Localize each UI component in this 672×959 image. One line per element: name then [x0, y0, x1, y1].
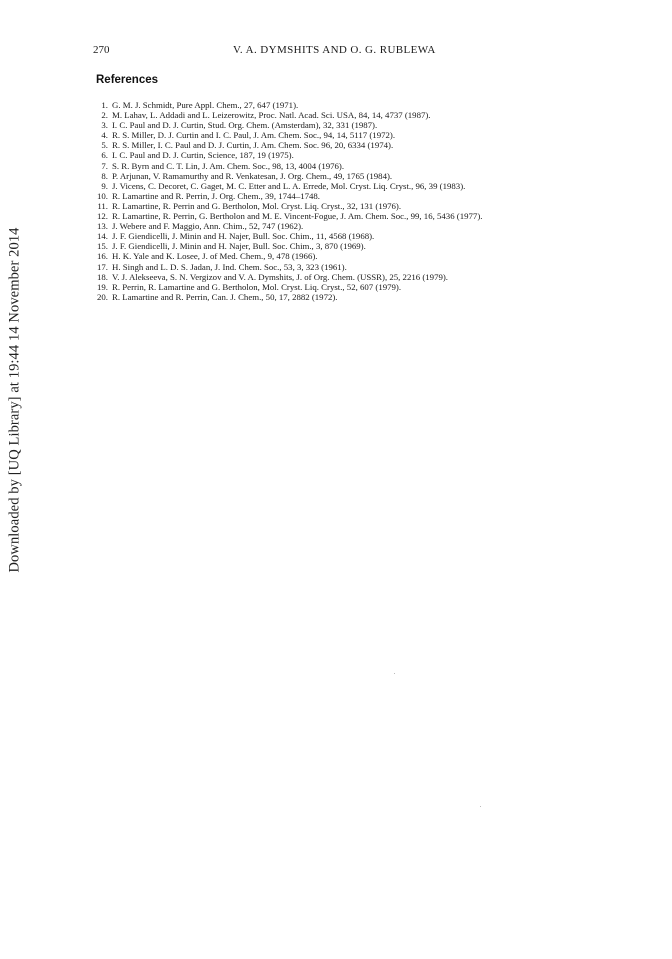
reference-item [92, 161, 652, 171]
reference-item [92, 100, 652, 110]
running-title: V. A. DYMSHITS AND O. G. RUBLEWA [233, 44, 436, 56]
reference-item [92, 241, 652, 251]
reference-number: 10. [97, 190, 108, 201]
reference-number: 8. [101, 170, 108, 181]
reference-item [92, 171, 652, 181]
reference-number: 11. [97, 200, 108, 211]
reference-number: 12. [97, 211, 108, 222]
download-watermark-text: Downloaded by [UQ Library] at 19:44 14 November 2014 [6, 227, 23, 573]
scan-speck [480, 806, 481, 807]
reference-text: I. C. Paul and D. J. Curtin, Science, 187, 19 (1975). [112, 150, 294, 161]
reference-number: 7. [101, 160, 108, 171]
reference-text: R. Lamartine and R. Perrin, J. Org. Chem., 39, 1744–1748. [112, 190, 321, 201]
reference-item [92, 181, 652, 191]
reference-text: V. J. Alekseeva, S. N. Vergizov and V. A. Dymshits, J. of Org. Chem. (USSR), 25, 2216 (1979). [112, 271, 448, 282]
reference-item [92, 150, 652, 160]
reference-text: I. C. Paul and D. J. Curtin, Stud. Org. Chem. (Amsterdam), 32, 331 (1987). [112, 120, 378, 131]
reference-number: 16. [97, 251, 108, 262]
reference-text: M. Lahav, L. Addadi and L. Leizerowitz, Proc. Natl. Acad. Sci. USA, 84, 14, 4737 (1987). [112, 110, 431, 121]
reference-number: 20. [97, 291, 108, 302]
reference-number: 1. [101, 100, 108, 110]
reference-text: J. F. Giendicelli, J. Minin and H. Najer, Bull. Soc. Chim., 11, 4568 (1968). [112, 231, 375, 242]
reference-item [92, 130, 652, 140]
reference-item [92, 272, 652, 282]
reference-text: J. F. Giendicelli, J. Minin and H. Najer, Bull. Soc. Chim., 3, 870 (1969). [112, 241, 366, 252]
reference-item [92, 282, 652, 292]
reference-item [92, 251, 652, 261]
reference-list [92, 100, 652, 302]
reference-text: J. Webere and F. Maggio, Ann. Chim., 52, 747 (1962). [112, 221, 304, 232]
reference-number: 15. [97, 241, 108, 252]
reference-number: 13. [97, 221, 108, 232]
reference-number: 5. [101, 140, 108, 151]
reference-number: 9. [101, 180, 108, 191]
page-number: 270 [93, 44, 110, 56]
reference-text: J. Vicens, C. Decoret, C. Gaget, M. C. Etter and L. A. Errede, Mol. Cryst. Liq. Cryst., 96, 39 (1983). [112, 180, 466, 191]
reference-item [92, 292, 652, 302]
reference-item [92, 231, 652, 241]
reference-item [92, 191, 652, 201]
reference-text: P. Arjunan, V. Ramamurthy and R. Venkatesan, J. Org. Chem., 49, 1765 (1984). [112, 170, 393, 181]
reference-number: 4. [101, 130, 108, 141]
reference-number: 19. [97, 281, 108, 292]
download-watermark [4, 160, 26, 640]
reference-item [92, 201, 652, 211]
reference-text: H. K. Yale and K. Losee, J. of Med. Chem., 9, 478 (1966). [112, 251, 318, 262]
running-header [93, 44, 545, 58]
reference-number: 6. [101, 150, 108, 161]
reference-number: 18. [97, 271, 108, 282]
reference-number: 14. [97, 231, 108, 242]
reference-text: R. S. Miller, I. C. Paul and D. J. Curtin, J. Am. Chem. Soc. 96, 20, 6334 (1974). [112, 140, 394, 151]
reference-text: R. S. Miller, D. J. Curtin and I. C. Paul, J. Am. Chem. Soc., 94, 14, 5117 (1972). [112, 130, 396, 141]
reference-text: G. M. J. Schmidt, Pure Appl. Chem., 27, 647 (1971). [112, 100, 299, 110]
scan-speck [394, 673, 395, 674]
reference-item [92, 110, 652, 120]
reference-text: R. Lamartine and R. Perrin, Can. J. Chem., 50, 17, 2882 (1972). [112, 291, 338, 302]
reference-item [92, 211, 652, 221]
reference-text: S. R. Byrn and C. T. Lin, J. Am. Chem. Soc., 98, 13, 4004 (1976). [112, 160, 345, 171]
reference-text: R. Lamartine, R. Perrin and G. Bertholon, Mol. Cryst. Liq. Cryst., 32, 131 (1976). [112, 200, 402, 211]
reference-number: 17. [97, 261, 108, 272]
reference-text: R. Perrin, R. Lamartine and G. Bertholon, Mol. Cryst. Liq. Cryst., 52, 607 (1979). [112, 281, 402, 292]
reference-text: H. Singh and L. D. S. Jadan, J. Ind. Chem. Soc., 53, 3, 323 (1961). [112, 261, 347, 272]
reference-text: R. Lamartine, R. Perrin, G. Bertholon and M. E. Vincent-Fogue, J. Am. Chem. Soc., 99, 16, 5436 (1977). [112, 211, 483, 222]
reference-item [92, 140, 652, 150]
references-heading: References [96, 74, 159, 86]
reference-item [92, 262, 652, 272]
reference-number: 2. [101, 110, 108, 121]
reference-item [92, 120, 652, 130]
reference-item [92, 221, 652, 231]
reference-number: 3. [101, 120, 108, 131]
